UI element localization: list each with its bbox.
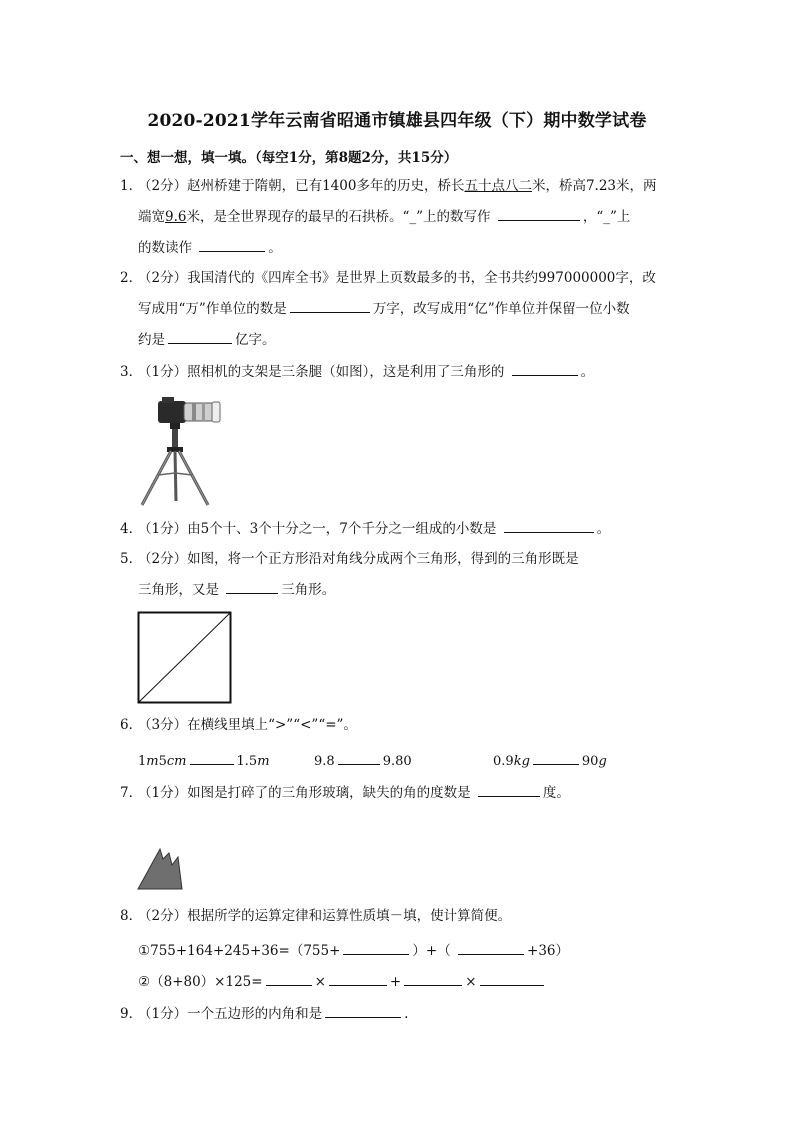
question-number: 7． [120, 785, 143, 801]
question-5 [120, 544, 680, 606]
question-text: （2分）根据所学的运算定律和运算性质填－填，使计算简便。 [138, 908, 512, 924]
question-text: 约是 [138, 332, 165, 348]
camera-tripod-image [136, 393, 226, 508]
answer-blank[interactable] [512, 361, 578, 376]
question-text: 写成用“万”作单位的数是 [138, 301, 287, 317]
question-text: 三角形，又是 [138, 582, 219, 598]
question-text: 三角形。 [281, 582, 336, 598]
answer-blank[interactable] [504, 518, 594, 533]
compare-item-c: 0.9kg [493, 754, 530, 769]
question-text: （2分）赵州桥建于隋朝，已有1400多年的历史，桥长 [138, 178, 465, 194]
compare-item-a: 1m5cm [138, 754, 187, 769]
question-text: （3分）在横线里填上“>”“<”“=”。 [138, 717, 357, 733]
question-text: （1分）一个五边形的内角和是 [138, 1006, 323, 1022]
question-text: 米，是全世界现存的最早的石拱桥。“_”上的数写作 [186, 209, 491, 225]
answer-blank[interactable] [325, 1003, 401, 1018]
answer-blank[interactable] [168, 329, 232, 344]
question-text: 万字，改写成用“亿”作单位并保留一位小数 [372, 301, 630, 317]
question-4 [120, 514, 680, 545]
comparison-row [493, 750, 607, 769]
answer-blank[interactable] [190, 750, 234, 765]
question-2 [120, 263, 680, 356]
answer-blank[interactable] [498, 206, 580, 221]
question-text: 。 [268, 240, 282, 256]
question-number: 1． [120, 178, 143, 194]
underlined-number: 五十点八二 [464, 178, 532, 194]
question-1 [120, 171, 680, 264]
question-9 [120, 999, 680, 1030]
equation-line-2: ②（8+80）×125= × + × [138, 970, 547, 990]
broken-triangle-figure [136, 843, 188, 891]
answer-blank[interactable] [533, 750, 579, 765]
question-text: （2分）我国清代的《四库全书》是世界上页数最多的书，全书共约997000000字，改 [138, 270, 656, 286]
answer-blank[interactable] [226, 579, 278, 594]
comparison-row [138, 750, 270, 769]
answer-blank[interactable] [404, 971, 462, 986]
equation-line-1: ①755+164+245+36=（755+ ）+（ +36） [138, 939, 569, 959]
question-6 [120, 710, 680, 741]
question-number: 8． [120, 908, 143, 924]
question-number: 4． [120, 521, 143, 537]
question-text: （1分）如图是打碎了的三角形玻璃，缺失的角的度数是 [138, 785, 471, 801]
compare-item-a2: 1.5m [236, 754, 270, 769]
question-number: 2． [120, 270, 143, 286]
question-text: （1分）由5个十、3个十分之一，7个千分之一组成的小数是 [138, 521, 497, 537]
question-8 [120, 901, 680, 932]
answer-blank[interactable] [266, 971, 312, 986]
answer-blank[interactable] [480, 971, 544, 986]
question-3 [120, 357, 680, 388]
question-text: 度。 [542, 785, 570, 801]
question-7 [120, 778, 680, 809]
question-number: 9． [120, 1006, 143, 1022]
question-text: 端宽 [138, 209, 165, 225]
compare-item-b2: 9.80 [382, 754, 412, 769]
question-text: （2分）如图，将一个正方形沿对角线分成两个三角形，得到的三角形既是 [138, 551, 579, 567]
question-number: 6． [120, 717, 143, 733]
compare-item-c2: 90g [581, 754, 607, 769]
comparison-row [314, 750, 412, 769]
compare-item-b: 9.8 [314, 754, 335, 769]
question-number: 3． [120, 364, 143, 380]
answer-blank[interactable] [478, 782, 540, 797]
answer-blank[interactable] [329, 971, 387, 986]
answer-blank[interactable] [458, 940, 524, 955]
question-text: 的数读作 [138, 240, 192, 256]
square-diagonal-figure [137, 611, 233, 705]
question-text: 亿字。 [235, 332, 276, 348]
question-text: 。 [580, 364, 595, 380]
page-title: 2020-2021学年云南省昭通市镇雄县四年级（下）期中数学试卷 [147, 111, 647, 131]
question-text: ，“_”上 [582, 209, 631, 225]
question-text: 米，桥高7.23米，两 [531, 178, 657, 194]
question-text: （1分）照相机的支架是三条腿（如图），这是利用了三角形的 [138, 364, 505, 380]
question-number: 5． [120, 551, 143, 567]
answer-blank[interactable] [290, 298, 370, 313]
answer-blank[interactable] [338, 750, 380, 765]
question-text: 。 [596, 521, 611, 537]
answer-blank[interactable] [343, 940, 409, 955]
underlined-number: 9.6 [165, 209, 187, 225]
section-heading: 一、想一想，填一填。（每空1分，第8题2分，共15分） [120, 150, 458, 166]
answer-blank[interactable] [199, 237, 265, 252]
question-text: . [404, 1006, 409, 1022]
